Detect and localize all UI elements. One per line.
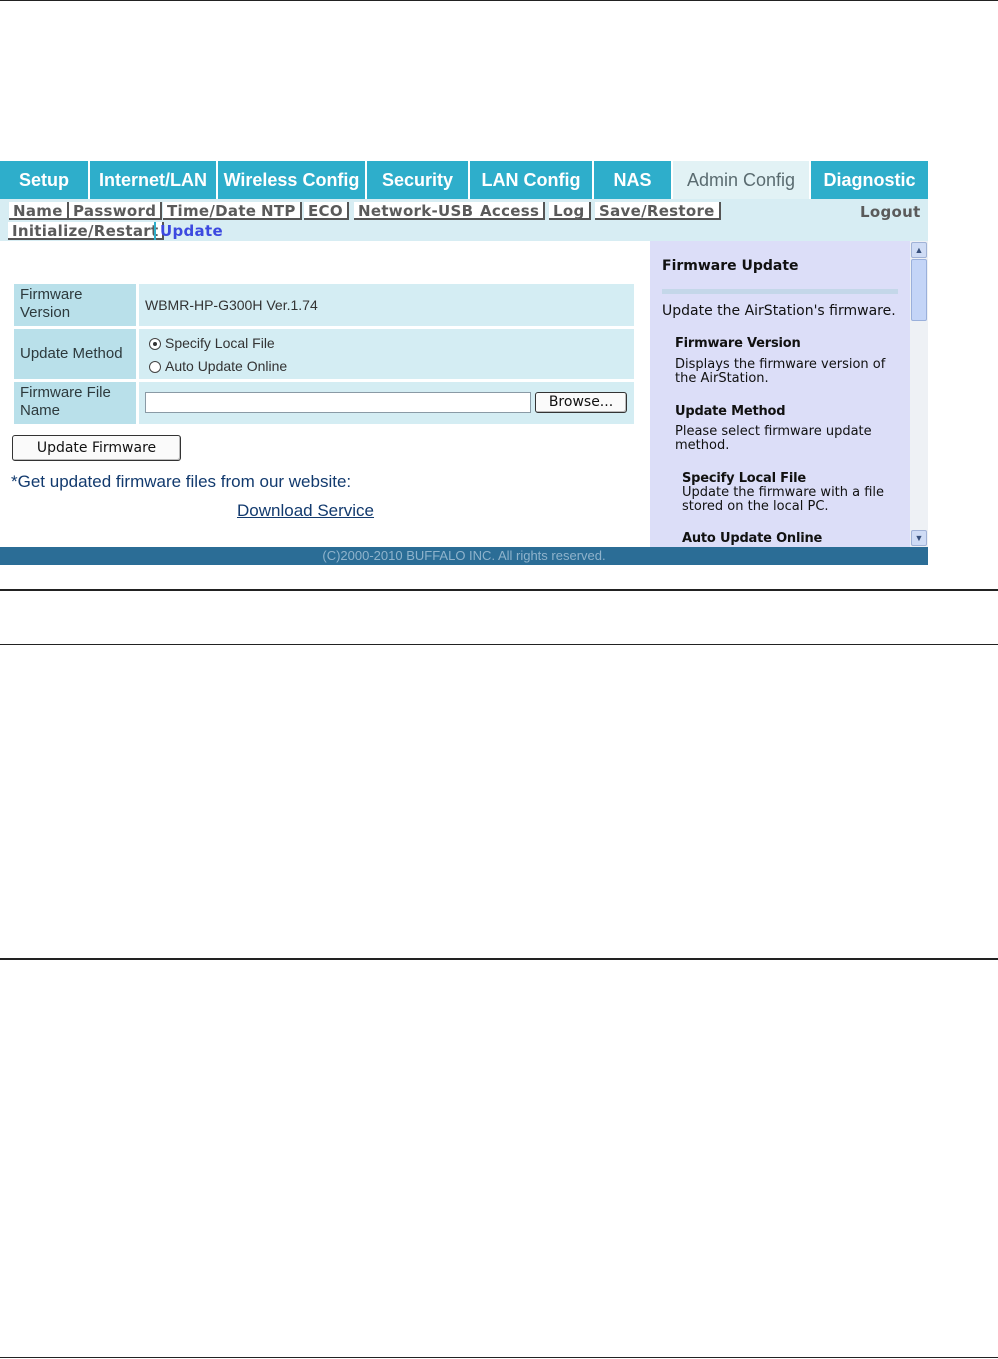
update-method-options: [139, 329, 634, 379]
firmware-file-row: [139, 382, 634, 424]
tab-diagnostic[interactable]: Diagnostic: [811, 161, 928, 199]
tab-wireless-config[interactable]: Wireless Config: [218, 161, 367, 199]
radio-unselected-icon[interactable]: [149, 361, 161, 373]
update-firmware-button[interactable]: Update Firmware: [12, 435, 181, 461]
subtab-save-restore[interactable]: Save/Restore: [595, 202, 721, 220]
subtab-initialize-restart[interactable]: Initialize/Restart: [8, 222, 164, 240]
page-rule-top: [0, 0, 998, 1]
firmware-file-name-label: Firmware File Name: [14, 382, 136, 424]
subtab-eco[interactable]: ECO: [304, 202, 349, 220]
help-heading-update-method: Update Method: [675, 404, 786, 419]
page-rule: [0, 958, 998, 960]
tab-internet-lan[interactable]: Internet/LAN: [90, 161, 218, 199]
scrollbar-thumb[interactable]: [911, 259, 927, 321]
tab-setup[interactable]: Setup: [0, 161, 90, 199]
page-rule: [0, 644, 998, 645]
help-divider: [662, 289, 898, 294]
page-rule: [0, 589, 998, 591]
subtab-password[interactable]: Password: [69, 202, 162, 220]
radio-auto-update-online[interactable]: [149, 358, 287, 374]
subtab-access[interactable]: Access: [476, 202, 545, 220]
page-rule-bottom: [0, 1357, 998, 1358]
router-admin-window: [0, 161, 928, 565]
help-text-firmware-version: Displays the firmware version of the AirStation.: [675, 357, 886, 386]
main-tab-bar: [0, 161, 928, 199]
help-heading-specify-local-file: Specify Local File: [682, 471, 806, 486]
download-service-link[interactable]: Download Service: [237, 501, 375, 520]
radio-local-label: Specify Local File: [165, 335, 275, 351]
subtab-update[interactable]: Update: [154, 222, 227, 240]
subtab-time-date[interactable]: Time/Date: [163, 202, 262, 220]
update-method-label: Update Method: [14, 329, 136, 379]
subtab-name[interactable]: Name: [9, 202, 69, 220]
scroll-down-arrow-icon[interactable]: ▼: [911, 530, 927, 546]
help-scrollbar[interactable]: [910, 241, 928, 547]
firmware-update-form: [0, 241, 650, 547]
help-heading-firmware-version: Firmware Version: [675, 336, 801, 351]
firmware-version-label: Firmware Version: [14, 284, 136, 326]
help-panel: [650, 241, 910, 547]
tab-security[interactable]: Security: [367, 161, 470, 199]
subtab-ntp[interactable]: NTP: [257, 202, 302, 220]
radio-online-label: Auto Update Online: [165, 358, 288, 374]
firmware-version-value: WBMR-HP-G300H Ver.1.74: [139, 284, 634, 326]
help-text-update-method: Please select firmware update method.: [675, 424, 872, 453]
copyright-footer: (C)2000-2010 BUFFALO INC. All rights reserved.: [0, 547, 928, 565]
help-title: Firmware Update: [662, 258, 799, 274]
sub-tab-bar: [0, 199, 928, 241]
help-text-specify-local-file: Update the firmware with a file stored on the local PC.: [682, 485, 885, 514]
browse-button[interactable]: Browse...: [535, 392, 627, 413]
tab-admin-config[interactable]: Admin Config: [673, 161, 811, 199]
help-intro: Update the AirStation's firmware.: [662, 303, 896, 319]
subtab-log[interactable]: Log: [549, 202, 591, 220]
logout-link[interactable]: Logout: [860, 203, 921, 221]
radio-specify-local-file[interactable]: [149, 335, 275, 351]
help-heading-auto-update-online: Auto Update Online: [682, 531, 823, 546]
firmware-file-input[interactable]: [145, 392, 531, 413]
subtab-network-usb[interactable]: Network-USB: [354, 202, 479, 220]
scroll-up-arrow-icon[interactable]: ▲: [911, 242, 927, 258]
tab-lan-config[interactable]: LAN Config: [470, 161, 594, 199]
get-updated-text: *Get updated firmware files from our website:: [11, 472, 352, 491]
radio-selected-icon[interactable]: [149, 338, 161, 350]
tab-nas[interactable]: NAS: [594, 161, 673, 199]
